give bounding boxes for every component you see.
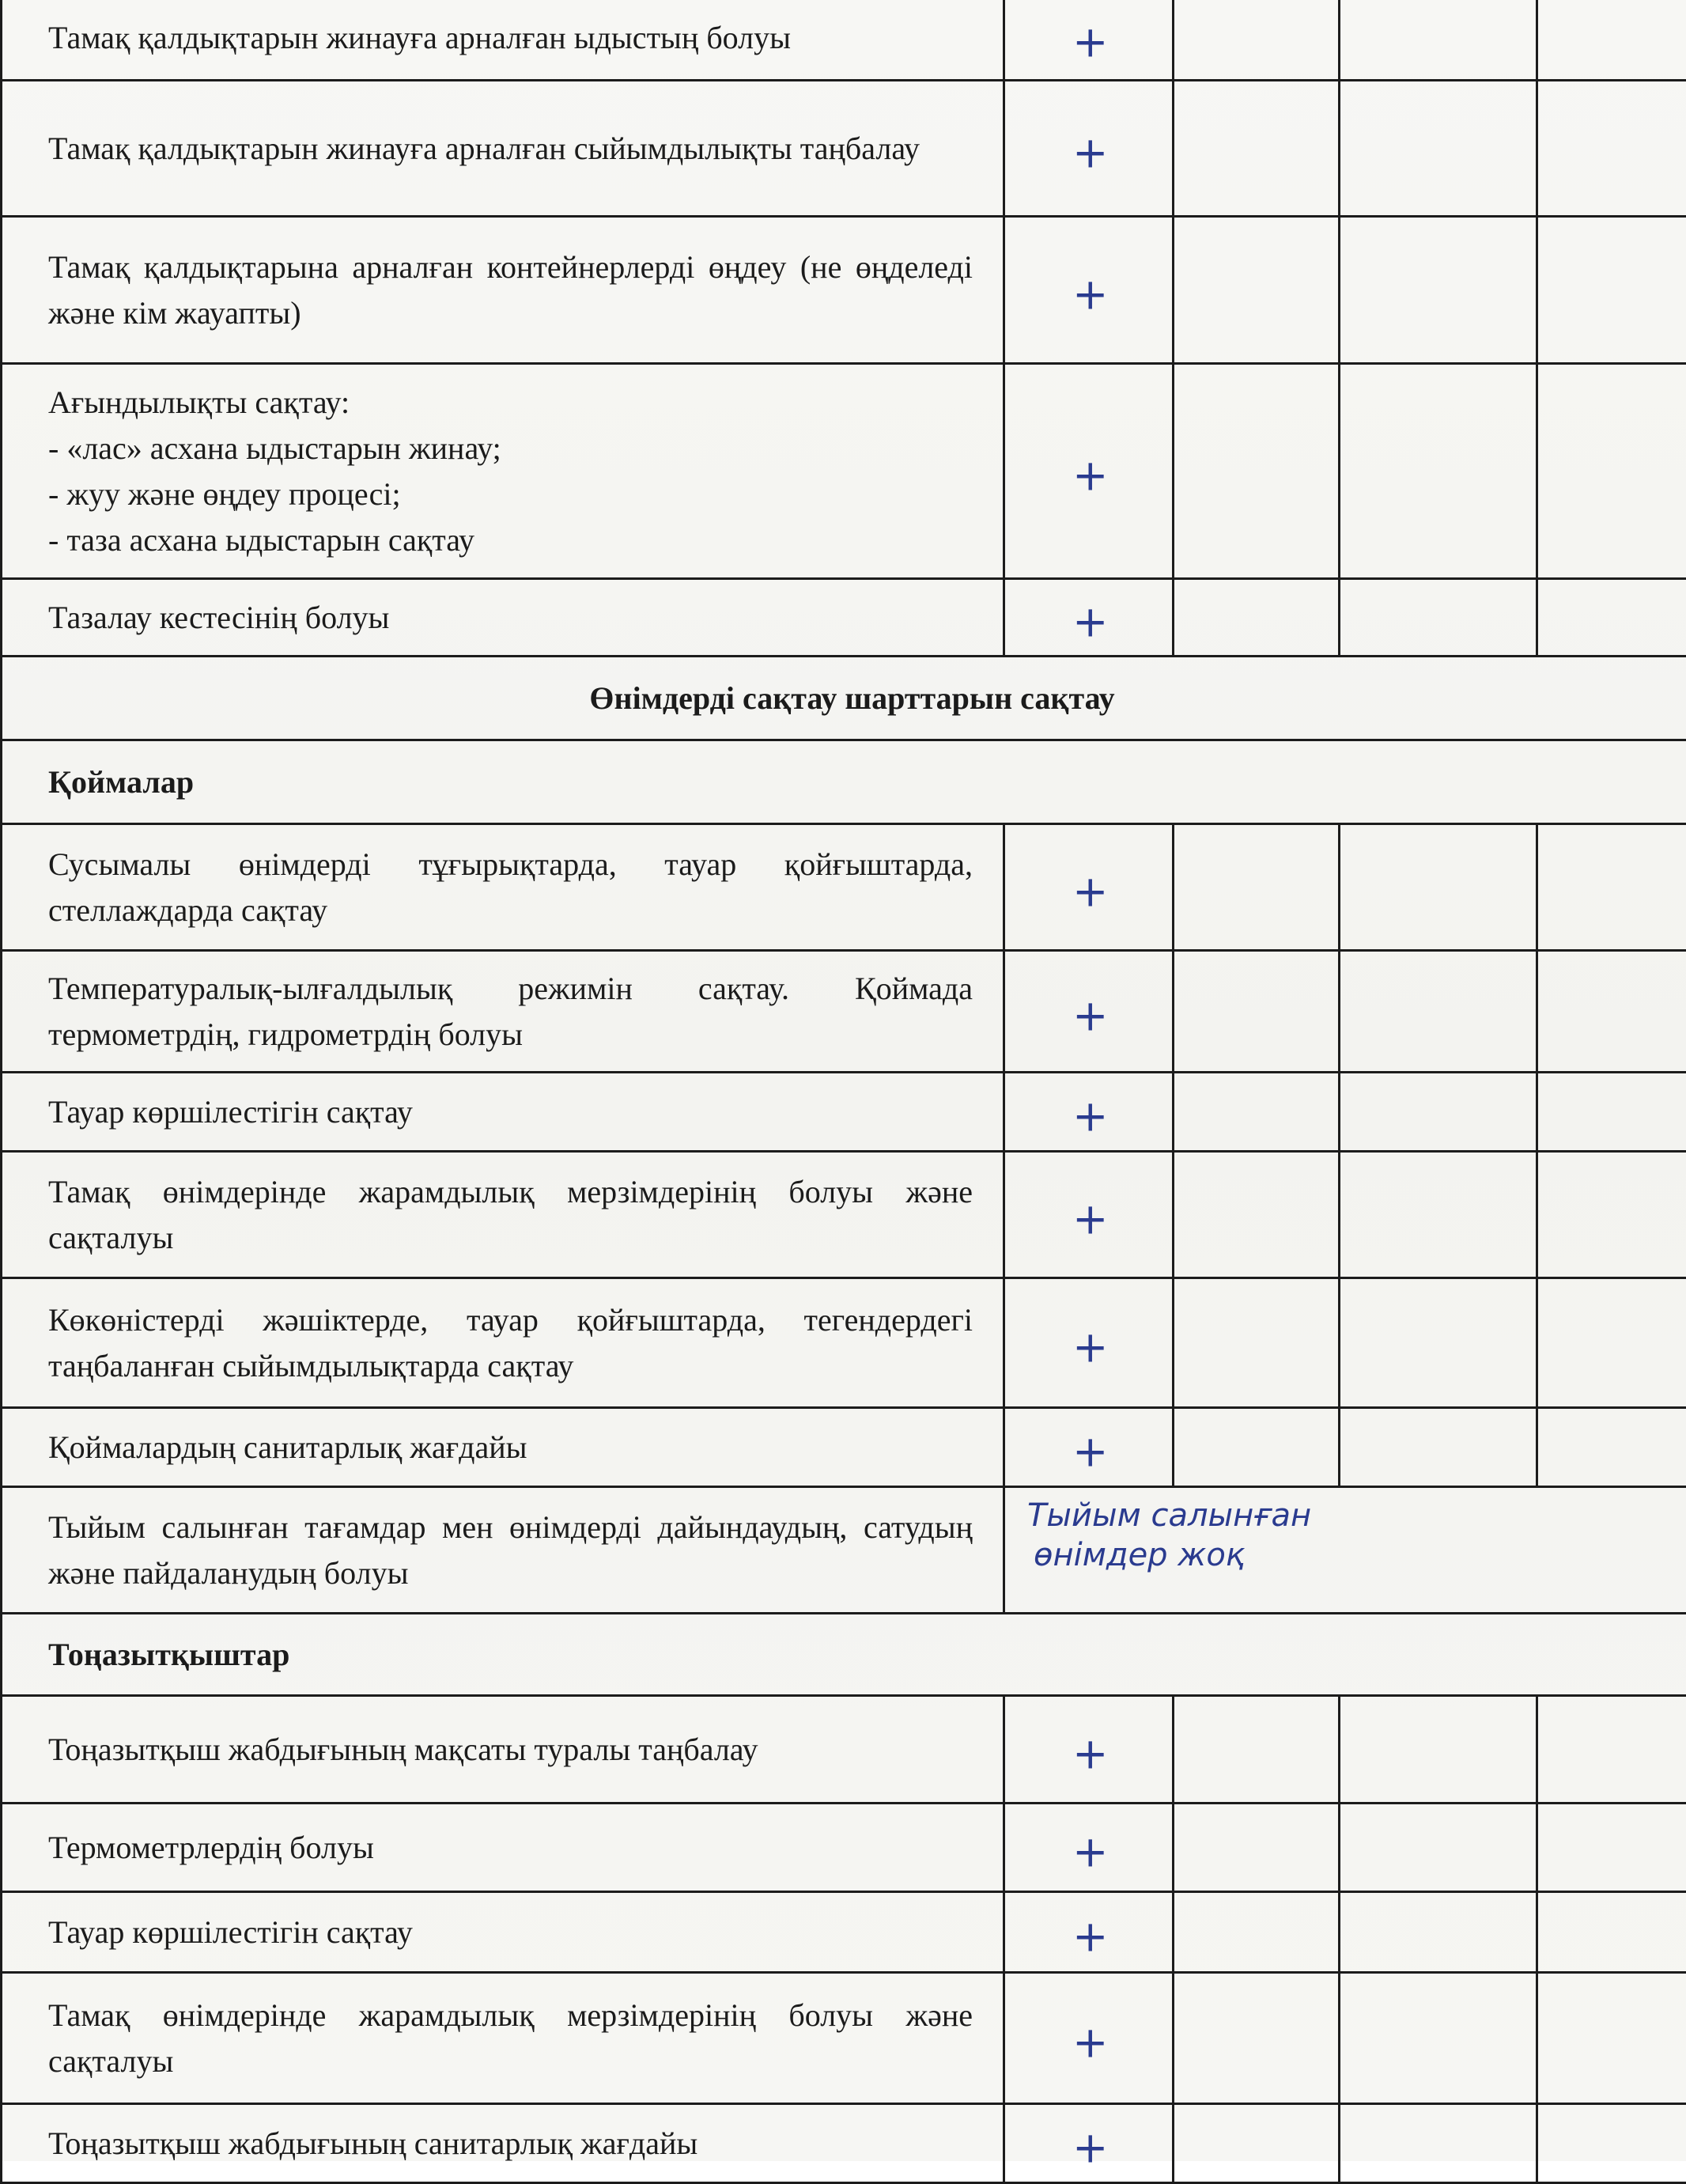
empty-cell	[1537, 951, 1686, 1073]
empty-cell	[1340, 217, 1537, 364]
empty-cell	[1537, 1696, 1686, 1804]
item-text: Тауар көршілестігін сақтау	[48, 1910, 973, 1955]
item-text-line: - жуу және өңдеу процесі;	[48, 471, 973, 517]
empty-cell	[1340, 1152, 1537, 1278]
mark-cell	[1004, 1408, 1174, 1487]
empty-cell	[1340, 2104, 1537, 2183]
empty-cell	[1340, 0, 1537, 81]
plus-mark: +	[1072, 1326, 1108, 1368]
warehouses-title: Қоймалар	[48, 759, 1656, 805]
table-row	[2, 0, 1686, 81]
table-row	[2, 579, 1686, 657]
empty-cell	[1174, 0, 1340, 81]
item-text-line: - таза асхана ыдыстарын сақтау	[48, 517, 973, 563]
mark-cell	[1004, 1073, 1174, 1152]
empty-cell	[1537, 1804, 1686, 1892]
item-text: Тоңазытқыш жабдығының санитарлық жағдайы	[48, 2121, 973, 2167]
empty-cell	[1174, 1152, 1340, 1278]
section-heading-cell	[2, 657, 1686, 740]
empty-cell	[1174, 364, 1340, 579]
empty-cell	[1174, 1073, 1340, 1152]
empty-cell	[1340, 1892, 1537, 1973]
plus-mark: +	[1072, 2021, 1108, 2064]
item-text: Тыйым салынған тағамдар мен өнімдерді дайындаудың, сатудың және пайдаланудың болуы	[48, 1505, 973, 1596]
item-text-cell	[2, 81, 1004, 217]
empty-cell	[1537, 217, 1686, 364]
item-text-cell	[2, 1973, 1004, 2104]
table-row	[2, 1487, 1686, 1614]
empty-cell	[1174, 1408, 1340, 1487]
table-row	[2, 1152, 1686, 1278]
empty-cell	[1340, 1073, 1537, 1152]
note-line: Тыйым салынған	[1027, 1497, 1311, 1534]
empty-cell	[1537, 1073, 1686, 1152]
empty-cell	[1537, 1892, 1686, 1973]
plus-mark: +	[1072, 1830, 1108, 1873]
subsection-heading-cell	[2, 1614, 1686, 1696]
plus-mark: +	[1072, 1198, 1108, 1240]
mark-cell	[1004, 0, 1174, 81]
item-text-cell	[2, 1892, 1004, 1973]
plus-mark: +	[1072, 870, 1108, 913]
item-text: Тамақ қалдықтарын жинауға арналған сыйымдылықты таңбалау	[48, 126, 973, 172]
empty-cell	[1174, 579, 1340, 657]
table-row	[2, 217, 1686, 364]
plus-mark: +	[1072, 21, 1108, 63]
item-text-cell	[2, 1804, 1004, 1892]
item-text-cell	[2, 1696, 1004, 1804]
item-text-cell	[2, 1408, 1004, 1487]
subsection-heading-row	[2, 1614, 1686, 1696]
item-text: Термометрлердің болуы	[48, 1825, 973, 1871]
mark-cell	[1004, 217, 1174, 364]
mark-cell	[1004, 1278, 1174, 1408]
note-line: өнімдер жоқ	[1034, 1535, 1470, 1575]
plus-mark: +	[1072, 1732, 1108, 1775]
refrigerators-title: Тоңазытқыштар	[48, 1632, 1656, 1678]
plus-mark: +	[1072, 2126, 1108, 2169]
empty-cell	[1174, 1892, 1340, 1973]
table-row	[2, 1278, 1686, 1408]
item-text-cell	[2, 824, 1004, 951]
item-text-cell	[2, 1487, 1004, 1614]
empty-cell	[1340, 81, 1537, 217]
item-text: Тамақ өнімдерінде жарамдылық мерзімдерінің болуы және сақталуы	[48, 1993, 973, 2084]
handwritten-note-cell	[1004, 1487, 1686, 1614]
item-text-cell	[2, 364, 1004, 579]
item-text-cell	[2, 2104, 1004, 2183]
table-row	[2, 1973, 1686, 2104]
empty-cell	[1537, 824, 1686, 951]
empty-cell	[1537, 2104, 1686, 2183]
table-row	[2, 824, 1686, 951]
empty-cell	[1537, 579, 1686, 657]
mark-cell	[1004, 579, 1174, 657]
item-text: Тоңазытқыш жабдығының мақсаты туралы таңбалау	[48, 1727, 973, 1773]
handwritten-note	[1027, 1496, 1470, 1575]
mark-cell	[1004, 1696, 1174, 1804]
item-text: Көкөністерді жәшіктерде, тауар қойғыштарда, тегендердегі таңбаланған сыйымдылықтарда сақтау	[48, 1297, 973, 1389]
empty-cell	[1537, 1973, 1686, 2104]
mark-cell	[1004, 364, 1174, 579]
empty-cell	[1174, 217, 1340, 364]
table-row	[2, 1804, 1686, 1892]
item-text-cell	[2, 1073, 1004, 1152]
mark-cell	[1004, 824, 1174, 951]
empty-cell	[1174, 81, 1340, 217]
table-row	[2, 364, 1686, 579]
mark-cell	[1004, 1973, 1174, 2104]
item-text-line: - «лас» асхана ыдыстарын жинау;	[48, 426, 973, 471]
plus-mark: +	[1072, 454, 1108, 497]
plus-mark: +	[1072, 994, 1108, 1037]
empty-cell	[1537, 81, 1686, 217]
item-text-cell	[2, 579, 1004, 657]
empty-cell	[1340, 951, 1537, 1073]
item-text-cell	[2, 217, 1004, 364]
item-text: Тазалау кестесінің болуы	[48, 595, 973, 641]
mark-cell	[1004, 1152, 1174, 1278]
plus-mark: +	[1072, 1430, 1108, 1473]
empty-cell	[1340, 1278, 1537, 1408]
table-row	[2, 1073, 1686, 1152]
empty-cell	[1537, 1408, 1686, 1487]
item-text: Температуралық-ылғалдылық режимін сақтау. Қоймада термометрдің, гидрометрдің болуы	[48, 966, 973, 1058]
empty-cell	[1174, 1696, 1340, 1804]
table-row	[2, 1696, 1686, 1804]
item-text: Тамақ өнімдерінде жарамдылық мерзімдерінің болуы және сақталуы	[48, 1169, 973, 1261]
plus-mark: +	[1072, 600, 1108, 643]
empty-cell	[1537, 364, 1686, 579]
item-text-cell	[2, 951, 1004, 1073]
item-text: Қоймалардың санитарлық жағдайы	[48, 1425, 973, 1471]
item-text: Тамақ қалдықтарына арналған контейнерлерді өңдеу (не өңделеді және кім жауапты)	[48, 244, 973, 336]
empty-cell	[1340, 1408, 1537, 1487]
plus-mark: +	[1072, 1915, 1108, 1958]
subsection-heading-cell	[2, 740, 1686, 824]
subsection-heading-row	[2, 740, 1686, 824]
table-row	[2, 1408, 1686, 1487]
section-title: Өнімдерді сақтау шарттарын сақтау	[48, 676, 1656, 721]
empty-cell	[1340, 1696, 1537, 1804]
empty-cell	[1174, 1804, 1340, 1892]
plus-mark: +	[1072, 1095, 1108, 1137]
empty-cell	[1174, 1973, 1340, 2104]
empty-cell	[1340, 1804, 1537, 1892]
mark-cell	[1004, 2104, 1174, 2183]
item-text-cell	[2, 0, 1004, 81]
empty-cell	[1174, 824, 1340, 951]
item-text: Тауар көршілестігін сақтау	[48, 1089, 973, 1135]
mark-cell	[1004, 951, 1174, 1073]
plus-mark: +	[1072, 273, 1108, 316]
empty-cell	[1340, 1973, 1537, 2104]
empty-cell	[1174, 2104, 1340, 2183]
mark-cell	[1004, 1804, 1174, 1892]
empty-cell	[1537, 0, 1686, 81]
table-row	[2, 2104, 1686, 2183]
empty-cell	[1537, 1152, 1686, 1278]
empty-cell	[1174, 951, 1340, 1073]
table-row	[2, 951, 1686, 1073]
empty-cell	[1340, 824, 1537, 951]
mark-cell	[1004, 1892, 1174, 1973]
item-text-cell	[2, 1152, 1004, 1278]
item-text: Сусымалы өнімдерді тұғырықтарда, тауар қойғыштарда, стеллаждарда сақтау	[48, 842, 973, 933]
item-text-line: Ағындылықты сақтау:	[48, 380, 973, 426]
empty-cell	[1537, 1278, 1686, 1408]
mark-cell	[1004, 81, 1174, 217]
plus-mark: +	[1072, 131, 1108, 174]
empty-cell	[1340, 364, 1537, 579]
table-row	[2, 1892, 1686, 1973]
item-text: Тамақ қалдықтарын жинауға арналған ыдыстың болуы	[48, 15, 973, 61]
empty-cell	[1340, 579, 1537, 657]
empty-cell	[1174, 1278, 1340, 1408]
item-text-cell	[2, 1278, 1004, 1408]
section-heading-row	[2, 657, 1686, 740]
table-row	[2, 81, 1686, 217]
